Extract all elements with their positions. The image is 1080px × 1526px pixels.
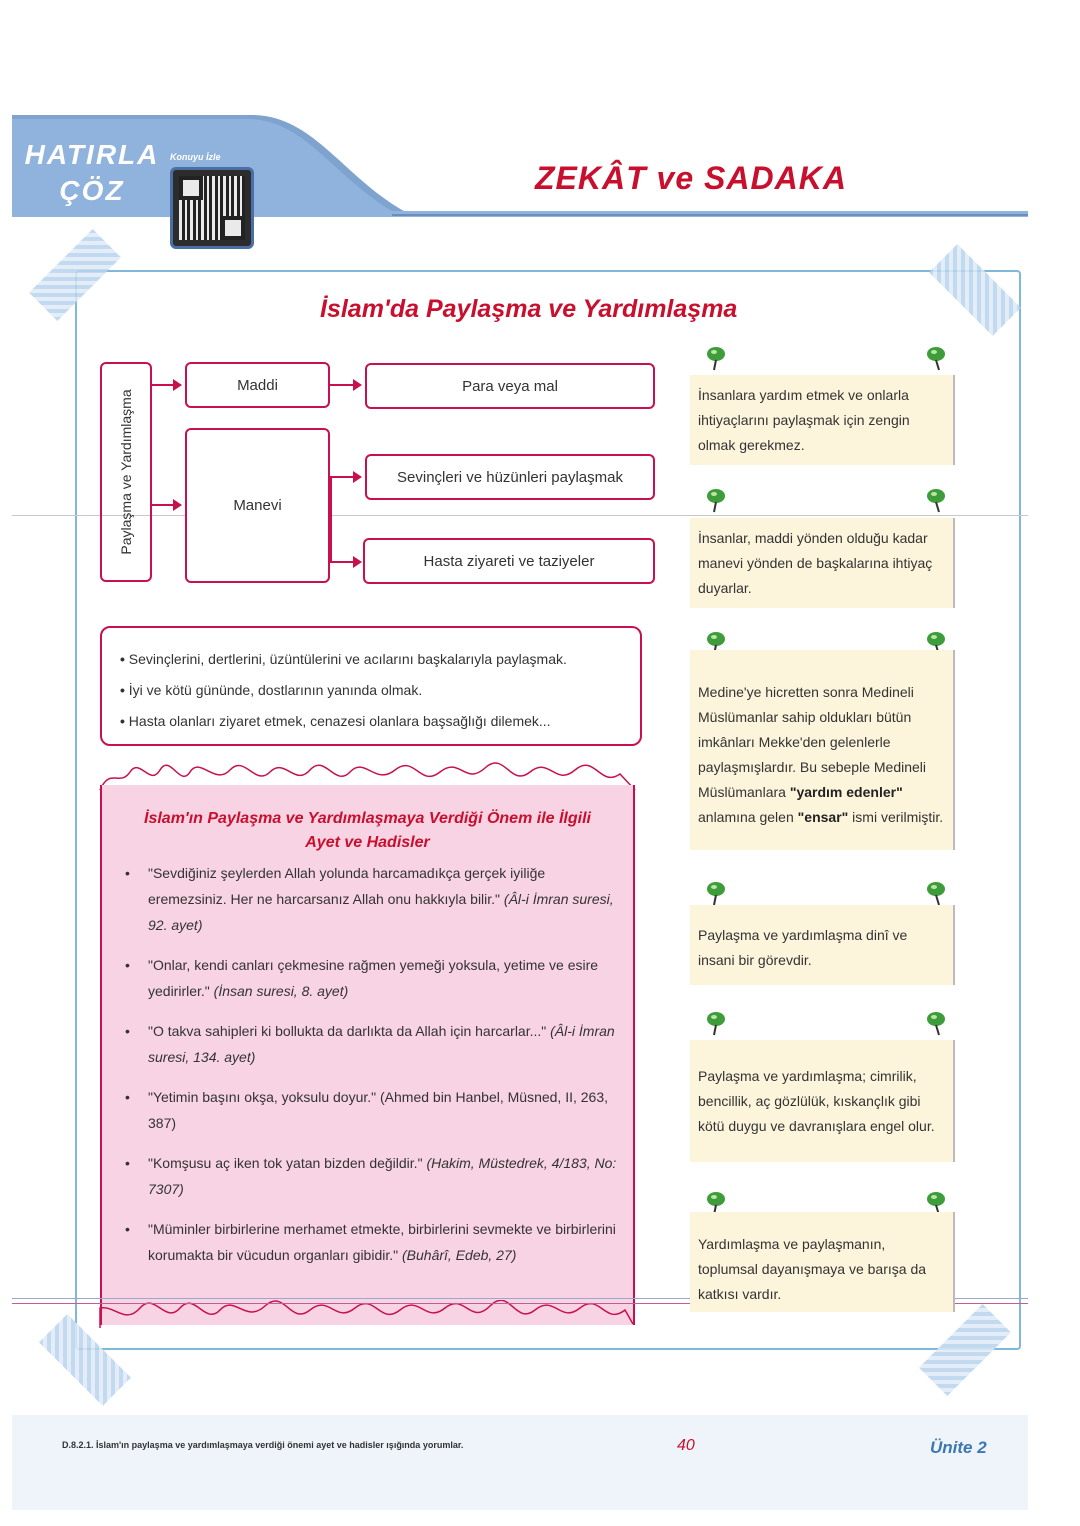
pin-icon: [705, 487, 727, 513]
arrow-spiritual-leaf-1: [330, 476, 360, 478]
badge-line-1: HATIRLA: [24, 139, 160, 170]
note-3: [690, 650, 955, 850]
diagram-spiritual-leaf-2: Hasta ziyareti ve taziyeler: [363, 538, 655, 584]
diagram-material: Maddi: [185, 362, 330, 408]
hadith-item: [120, 1084, 625, 1136]
arrow-spiritual-leaf-2: [330, 561, 360, 563]
hadith-source: (Âl-i İmran suresi, 134. ayet): [148, 1023, 615, 1065]
page-title: ZEKÂT ve SADAKA: [535, 160, 847, 196]
hadith-list: [120, 860, 625, 1282]
diagram-spiritual-leaf-1: Sevinçleri ve hüzünleri paylaşmak: [365, 454, 655, 500]
badge-line-2: ÇÖZ: [59, 175, 125, 206]
note-3-text-1: Medine'ye hicretten sonra Medineli Müslümanlar sahip oldukları bütün imkânları Mekke'den gelenlerle paylaşmışlardır. Bu sebeple Medineli Müslümanlara: [698, 684, 927, 800]
qr-code[interactable]: [170, 167, 254, 249]
hadith-box: [100, 785, 635, 1325]
hadith-text: "Yetimin başını okşa, yoksulu doyur." (Ahmed bin Hanbel, Müsned, II, 263, 387): [148, 1089, 609, 1131]
arrow-root-material: [152, 384, 180, 386]
spiritual-branch-line: [330, 476, 332, 562]
hadith-item: [120, 1150, 625, 1202]
hadith-text: "Müminler birbirlerine merhamet etmekte, birbirlerini sevmekte ve birbirlerini korumakta bir vücudun organları gibidir.": [148, 1221, 616, 1263]
learning-outcome: D.8.2.1. İslam'ın paylaşma ve yardımlaşmaya verdiği önemi ayet ve hadisler ışığında yorumlar.: [62, 1440, 464, 1450]
note-3-bold-1: "yardım edenler": [789, 784, 903, 800]
pin-icon: [705, 880, 727, 906]
hadith-text: "O takva sahipleri ki bollukta da darlıkta da Allah için harcarlar...": [148, 1023, 551, 1039]
torn-edge-bottom: [95, 1300, 640, 1330]
note-5: Paylaşma ve yardımlaşma; cimrilik, bencillik, aç gözlülük, kıskançlık gibi kötü duygu ve davranışlara engel olur.: [690, 1040, 955, 1162]
pin-icon: [925, 1010, 947, 1036]
header-band: [12, 115, 1028, 217]
note-3-text-3: ismi verilmiştir.: [848, 809, 944, 825]
hadith-title-line-2: Ayet ve Hadisler: [305, 834, 430, 851]
note-6: Yardımlaşma ve paylaşmanın, toplumsal dayanışmaya ve barışa da katkısı vardır.: [690, 1212, 955, 1312]
section-title: İslam'da Paylaşma ve Yardımlaşma: [320, 295, 738, 323]
hadith-item: [120, 1018, 625, 1070]
examples-box: [100, 626, 642, 746]
badge: [22, 137, 162, 209]
pin-icon: [925, 487, 947, 513]
diagram-spiritual: Manevi: [185, 428, 330, 583]
hadith-text: "Onlar, kendi canları çekmesine rağmen yemeği yoksula, yetime ve esire yedirirler.": [148, 957, 599, 999]
example-item: • İyi ve kötü gününde, dostlarının yanında olmak.: [120, 675, 622, 706]
hadith-text: "Komşusu aç iken tok yatan bizden değildir.": [148, 1155, 427, 1171]
pin-icon: [705, 345, 727, 371]
example-item: • Hasta olanları ziyaret etmek, cenazesi olanlara başsağlığı dilemek...: [120, 706, 622, 737]
hadith-item: [120, 952, 625, 1004]
diagram-root-label: Paylaşma ve Yardımlaşma: [118, 389, 134, 555]
hadith-source: (Buhârî, Edeb, 27): [402, 1247, 517, 1263]
hadith-item: [120, 1216, 625, 1268]
note-3-bold-2: "ensar": [797, 809, 849, 825]
note-3-text-2: anlamına gelen: [698, 809, 798, 825]
hadith-source: (Hakim, Müstedrek, 4/183, No: 7307): [148, 1155, 617, 1197]
note-1: İnsanlara yardım etmek ve onlarla ihtiyaçlarını paylaşmak için zengin olmak gerekmez.: [690, 375, 955, 465]
qr-caption: Konuyu İzle: [170, 152, 221, 162]
hadith-title-line-1: İslam'ın Paylaşma ve Yardımlaşmaya Verdiği Önem ile İlgili: [144, 810, 591, 827]
note-2: İnsanlar, maddi yönden olduğu kadar manevi yönden de başkalarına ihtiyaç duyarlar.: [690, 518, 955, 608]
pin-icon: [925, 880, 947, 906]
diagram-root: [100, 362, 152, 582]
example-item: • Sevinçlerini, dertlerini, üzüntülerini ve acılarını başkalarıyla paylaşmak.: [120, 644, 622, 675]
hadith-text: "Sevdiğiniz şeylerden Allah yolunda harcamadıkça gerçek iyiliğe eremezsiniz. Her ne harcarsanız Allah onu hakkıyla bilir.": [148, 865, 546, 907]
diagram-material-leaf: Para veya mal: [365, 363, 655, 409]
note-4: Paylaşma ve yardımlaşma dinî ve insani bir görevdir.: [690, 905, 955, 985]
hadith-title: [102, 807, 633, 855]
fold-line: [12, 515, 1028, 516]
pin-icon: [705, 1010, 727, 1036]
hadith-source: (Âl-i İmran suresi, 92. ayet): [148, 891, 614, 933]
arrow-root-spiritual: [152, 504, 180, 506]
unit-label: Ünite 2: [930, 1438, 987, 1457]
page-number: 40: [677, 1437, 695, 1454]
pin-icon: [925, 345, 947, 371]
hadith-item: [120, 860, 625, 938]
hadith-source: (İnsan suresi, 8. ayet): [213, 983, 349, 999]
arrow-material-leaf: [330, 384, 360, 386]
footer-band: [12, 1415, 1028, 1510]
